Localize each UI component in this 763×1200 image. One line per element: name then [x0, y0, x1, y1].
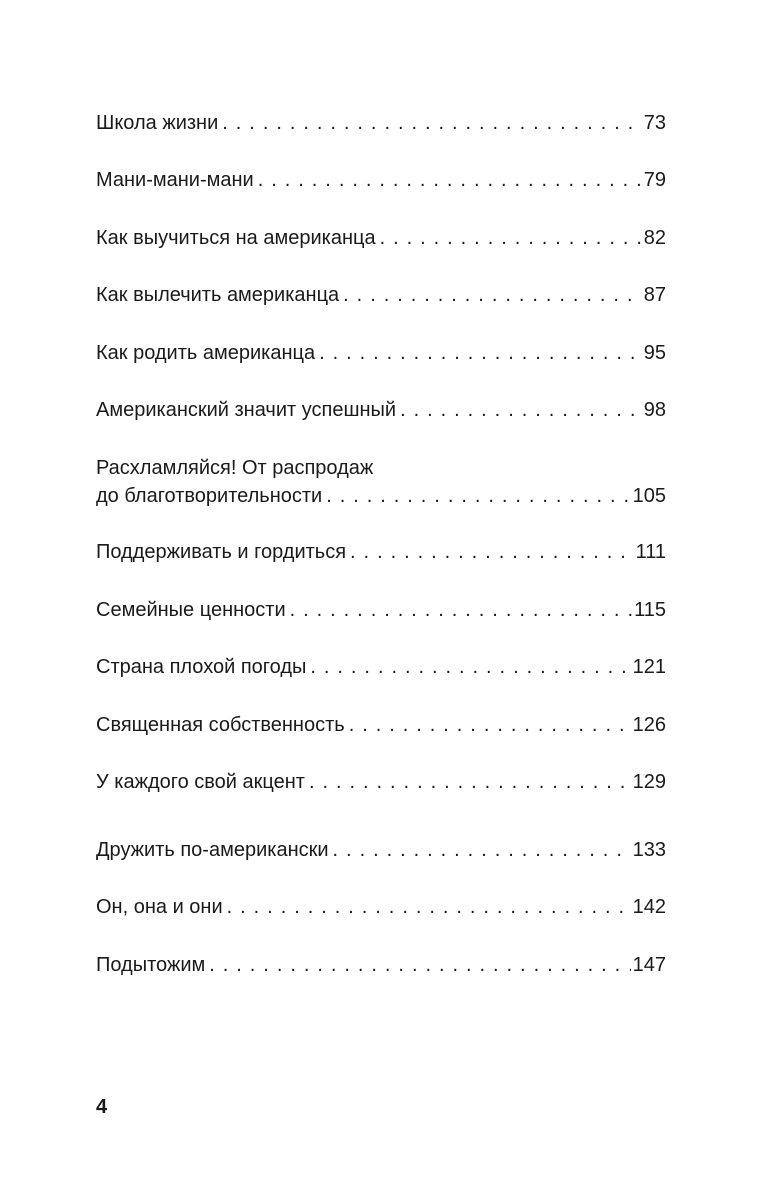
dot-leader — [290, 597, 633, 623]
dot-leader — [333, 837, 631, 863]
toc-entry — [96, 539, 666, 565]
toc-entry-title: Он, она и они — [96, 896, 223, 918]
dot-leader — [310, 654, 630, 680]
dot-leader — [227, 894, 631, 920]
toc-entry-title: Подытожим — [96, 954, 206, 976]
toc-entry-page: 87 — [643, 284, 666, 306]
toc-entry — [96, 952, 666, 978]
toc-entry-title-line1: Расхламляйся! От распродаж — [96, 457, 374, 479]
toc-entry-title: Поддерживать и гордиться — [96, 541, 347, 563]
toc-entry — [96, 769, 666, 795]
dot-leader — [343, 282, 642, 308]
toc-entry-title: Мани-мани-мани — [96, 169, 254, 191]
toc-entry — [96, 597, 666, 623]
toc-entry — [96, 110, 666, 136]
dot-leader — [222, 110, 641, 136]
toc-entry-page: 115 — [634, 599, 666, 621]
toc-entry-title: У каждого свой акцент — [96, 771, 305, 793]
toc-entry-page: 129 — [632, 771, 666, 793]
toc-entry-title: Страна плохой погоды — [96, 656, 307, 678]
toc-entry-title: Как выучиться на американца — [96, 227, 376, 249]
dot-leader — [309, 769, 631, 795]
toc-entry — [96, 167, 666, 193]
toc-entry-title: Американский значит успешный — [96, 399, 397, 421]
toc-entry-page: 147 — [632, 954, 666, 976]
toc-entry — [96, 282, 666, 308]
toc-entry-page: 79 — [643, 169, 666, 191]
toc-entry-page: 73 — [643, 112, 666, 134]
toc-entry — [96, 837, 666, 863]
dot-leader — [319, 340, 642, 366]
toc-entry-page: 111 — [635, 541, 666, 563]
toc-entry-title: Как родить американца — [96, 342, 316, 364]
toc-entry — [96, 225, 666, 251]
dot-leader — [209, 952, 630, 978]
dot-leader — [380, 225, 642, 251]
toc-entry-title: Школа жизни — [96, 112, 219, 134]
toc-entry-page: 105 — [632, 485, 666, 507]
toc-entry — [96, 397, 666, 423]
toc-entry — [96, 455, 666, 509]
toc-entry-title: Как вылечить американца — [96, 284, 340, 306]
dot-leader — [349, 712, 631, 738]
dot-leader — [400, 397, 642, 423]
page-number: 4 — [96, 1096, 108, 1118]
toc-entry-page: 82 — [643, 227, 666, 249]
toc-entry-page: 121 — [632, 656, 666, 678]
toc-entry-title: Дружить по-американски — [96, 839, 329, 861]
toc-entry-title: Священная собственность — [96, 714, 345, 736]
toc-entry — [96, 654, 666, 680]
toc-entry — [96, 894, 666, 920]
toc-entry-page: 133 — [632, 839, 666, 861]
dot-leader — [350, 539, 634, 565]
toc-entry — [96, 712, 666, 738]
toc-entry-title: до благотворительности — [96, 485, 323, 507]
toc-entry — [96, 340, 666, 366]
dot-leader — [258, 167, 642, 193]
toc-entry-page: 142 — [632, 896, 666, 918]
toc-entry-page: 98 — [643, 399, 666, 421]
toc-entry-page: 126 — [632, 714, 666, 736]
toc-entry-page: 95 — [643, 342, 666, 364]
toc-entry-title: Семейные ценности — [96, 599, 286, 621]
dot-leader — [326, 483, 630, 509]
